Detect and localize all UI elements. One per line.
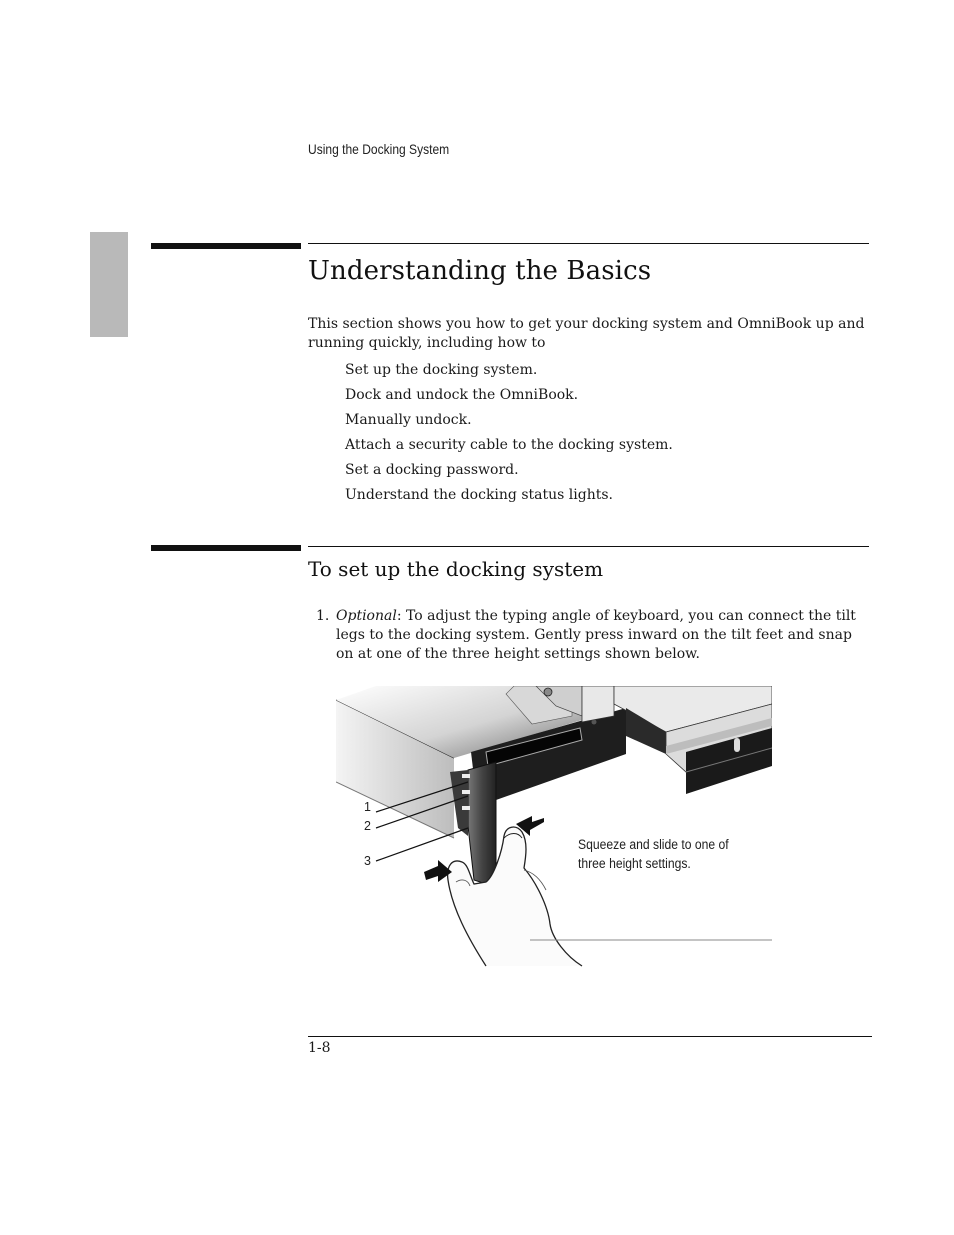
chapter-thumb-tab <box>90 232 128 337</box>
callout-label-2: 2 <box>364 819 371 833</box>
subsection-title: To set up the docking system <box>308 557 604 581</box>
list-item: Set up the docking system. <box>345 362 538 378</box>
footer-rule <box>308 1036 872 1037</box>
step-text <box>336 607 868 664</box>
section-rule-thin <box>308 243 869 244</box>
step-body: : To adjust the typing angle of keyboard, you can connect the tilt legs to the docking system. Gently press inward on the tilt feet and snap on at one of the three height settings shown below. <box>336 608 856 662</box>
figure-caption: Squeeze and slide to one of three height settings. <box>578 837 729 871</box>
step-lead: Optional <box>336 608 397 624</box>
topic-list <box>345 361 673 511</box>
section-intro: This section shows you how to get your docking system and OmniBook up and running quickly, including how to <box>308 316 865 351</box>
list-item: Attach a security cable to the docking system. <box>345 437 673 453</box>
page-number: 1-8 <box>308 1040 331 1056</box>
docking-tilt-feet-drawing <box>336 686 772 970</box>
procedure-step <box>308 607 868 664</box>
list-item: Manually undock. <box>345 412 472 428</box>
list-item: Understand the docking status lights. <box>345 487 613 503</box>
step-number: 1. <box>316 608 330 624</box>
list-item: Set a docking password. <box>345 462 519 478</box>
subsection-rule-thin <box>308 546 869 547</box>
callout-label-1: 1 <box>364 800 371 814</box>
list-item: Dock and undock the OmniBook. <box>345 387 579 403</box>
section-title: Understanding the Basics <box>308 256 652 286</box>
subsection-rule-thick <box>151 545 301 551</box>
running-header: Using the Docking System <box>308 141 450 157</box>
section-rule-thick <box>151 243 301 249</box>
tilt-leg-illustration <box>336 686 772 970</box>
callout-label-3: 3 <box>364 854 371 868</box>
